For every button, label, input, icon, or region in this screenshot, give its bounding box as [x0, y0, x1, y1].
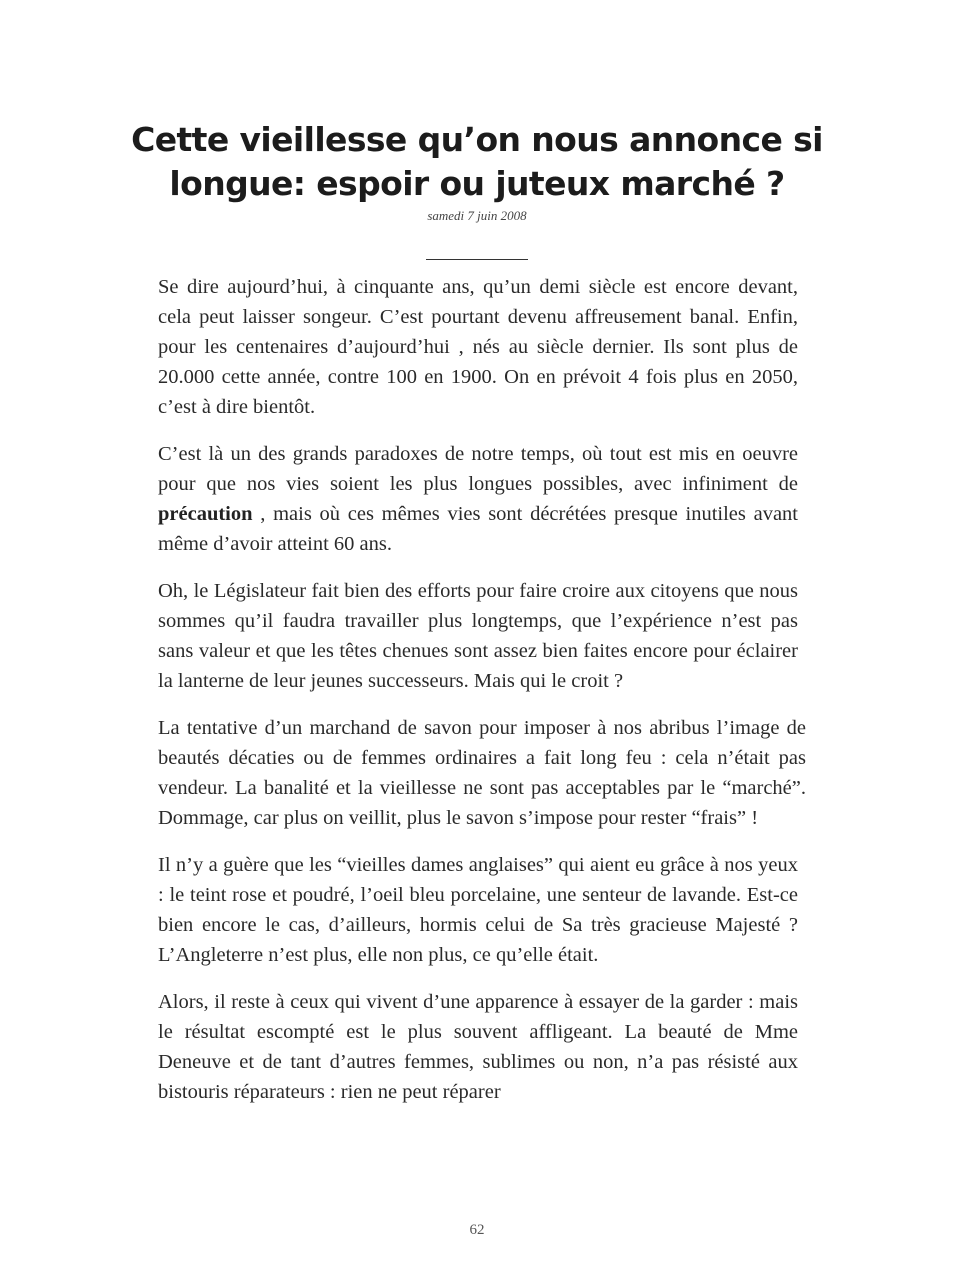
page-number: 62: [469, 1222, 485, 1238]
paragraph-2-start: C’est là un des grands paradoxes de notre temps, où tout est mis en oeuvre pour que nos vies soient les plus longues possibles, avec infiniment de: [158, 443, 798, 495]
article-title: Cette vieillesse qu’on nous annonce si longue: espoir ou juteux marché ?: [131, 120, 823, 203]
paragraph-1: Se dire aujourd’hui, à cinquante ans, qu’un demi siècle est encore devant, cela peut laisser songeur. C’est pourtant devenu affreusement banal. Enfin, pour les centenaires d’aujourd’hui , nés au siècle dernier. Ils sont plus de 20.000 cette année, contre 100 en 1900. On en prévoit 4 fois plus en 2050, c’est à dire bientôt.: [158, 276, 798, 418]
article-date: samedi 7 juin 2008: [427, 208, 527, 223]
paragraph-3: Oh, le Législateur fait bien des efforts pour faire croire aux citoyens que nous sommes qu’il faudra travailler plus longtemps, que l’expérience n’est pas sans valeur et que les têtes chenues sont assez bien faites encore pour éclairer la lanterne de leur jeunes successeurs. Mais qui le croit ?: [158, 580, 798, 692]
paragraph-6: Alors, il reste à ceux qui vivent d’une apparence à essayer de la garder : mais le résultat escompté est le plus souvent affligeant. La beauté de Mme Deneuve et de tant d’autres femmes, sublimes ou non, n’a pas résisté aux bistouris réparateurs : rien ne peut réparer: [158, 991, 798, 1103]
bold-word-precaution: précaution: [158, 503, 253, 525]
paragraph-4: La tentative d’un marchand de savon pour imposer à nos abribus l’image de beautés décaties ou de femmes ordinaires a fait long feu : cela n’était pas vendeur. La banalité et la vieillesse ne sont pas acceptables par le “marché”. Dommage, car plus on veillit, plus le savon s’impose pour rester “frais” !: [158, 717, 806, 829]
paragraph-5: Il n’y a guère que les “vieilles dames anglaises” qui aient eu grâce à nos yeux : le teint rose et poudré, l’oeil bleu porcelaine, une senteur de lavande. Est-ce bien encore le cas, d’ailleurs, hormis celui de Sa très gracieuse Majesté ? L’Angleterre n’est plus, elle non plus, ce qu’elle était.: [158, 854, 798, 966]
article-body: [158, 272, 806, 1124]
paragraph-2-end: , mais où ces mêmes vies sont décrétées presque inutiles avant même d’avoir atteint 60 ans.: [158, 503, 798, 555]
title-divider: [426, 259, 528, 260]
paragraph-2: [158, 439, 798, 559]
